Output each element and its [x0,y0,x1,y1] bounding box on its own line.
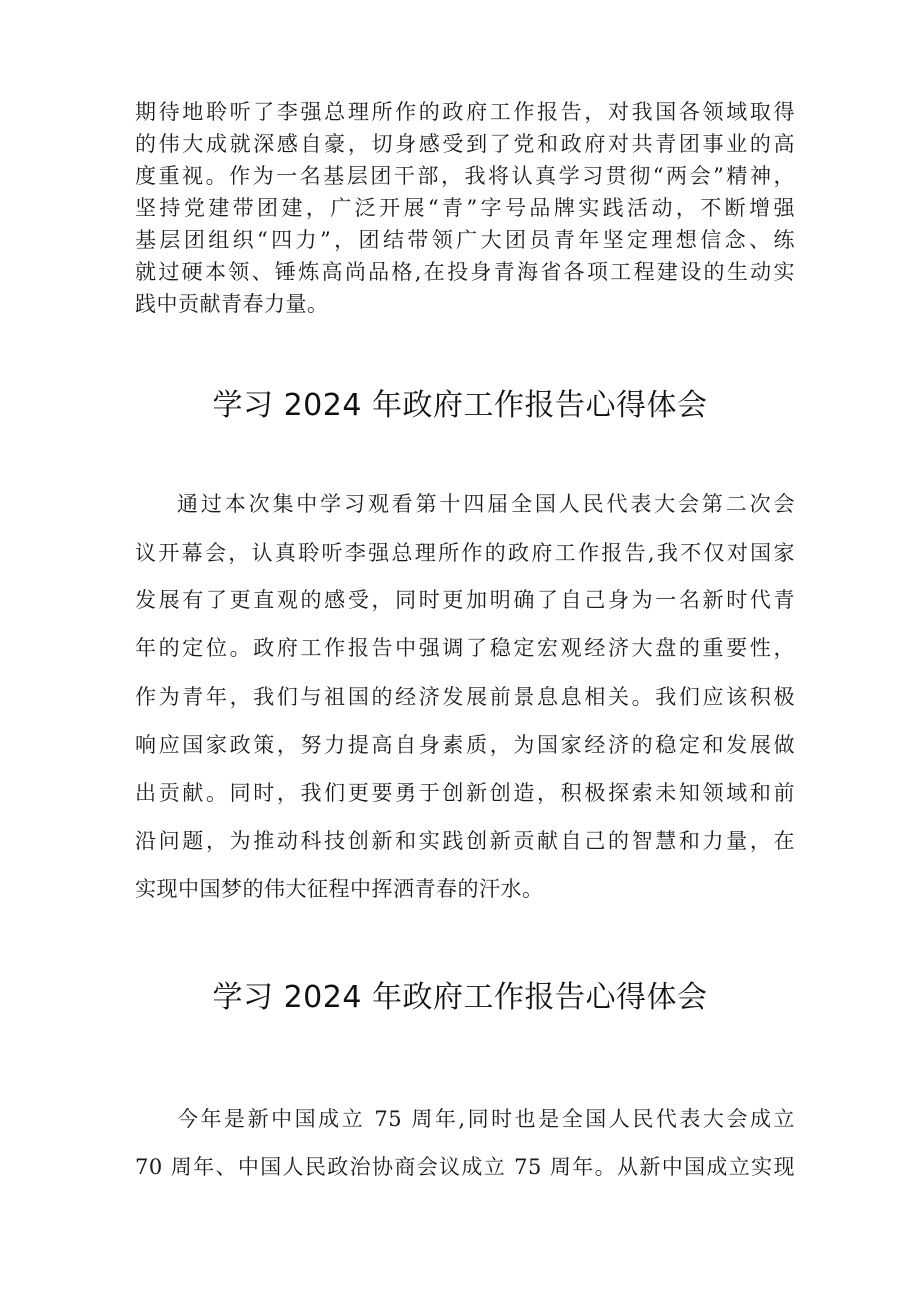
paragraph-line: 通过本次集中学习观看第十四届全国人民代表大会第二次会 [177,492,795,516]
paragraph-line: 度重视。作为一名基层团干部，我将认真学习贯彻“两会”精神， [135,164,795,188]
paragraph-line: 议开幕会，认真聆听李强总理所作的政府工作报告,我不仅对国家 [135,541,795,565]
paragraph-line: 期待地聆听了李强总理所作的政府工作报告，对我国各领域取得 [135,100,795,124]
paragraph-line: 70 周年、中国人民政治协商会议成立 75 周年。从新中国成立实现 [135,1155,795,1179]
paragraph-line: 基层团组织“四力”，团结带领广大团员青年坚定理想信念、练 [135,228,795,252]
paragraph-line: 响应国家政策，努力提高自身素质，为国家经济的稳定和发展做 [135,733,795,757]
paragraph-line: 沿问题，为推动科技创新和实践创新贡献自己的智慧和力量，在 [135,829,795,853]
paragraph-line: 发展有了更直观的感受，同时更加明确了自己身为一名新时代青 [135,588,795,612]
paragraph-line: 就过硬本领、锤炼高尚品格,在投身青海省各项工程建设的生动实 [135,260,795,284]
section-title: 学习 2024 年政府工作报告心得体会 [212,388,708,423]
paragraph-line: 出贡献。同时，我们更要勇于创新创造，积极探索未知领域和前 [135,781,795,805]
paragraph-line: 实现中国梦的伟大征程中挥洒青春的汗水。 [135,877,544,901]
paragraph-line: 践中贡献青春力量。 [135,292,329,316]
section-title: 学习 2024 年政府工作报告心得体会 [212,980,708,1015]
paragraph-line: 坚持党建带团建，广泛开展“青”字号品牌实践活动，不断增强 [135,196,795,220]
paragraph-line: 作为青年，我们与祖国的经济发展前景息息相关。我们应该积极 [135,685,795,709]
paragraph-line: 今年是新中国成立 75 周年,同时也是全国人民代表大会成立 [177,1107,795,1131]
paragraph-line: 年的定位。政府工作报告中强调了稳定宏观经济大盘的重要性， [135,636,795,660]
paragraph-line: 的伟大成就深感自豪，切身感受到了党和政府对共青团事业的高 [135,132,795,156]
